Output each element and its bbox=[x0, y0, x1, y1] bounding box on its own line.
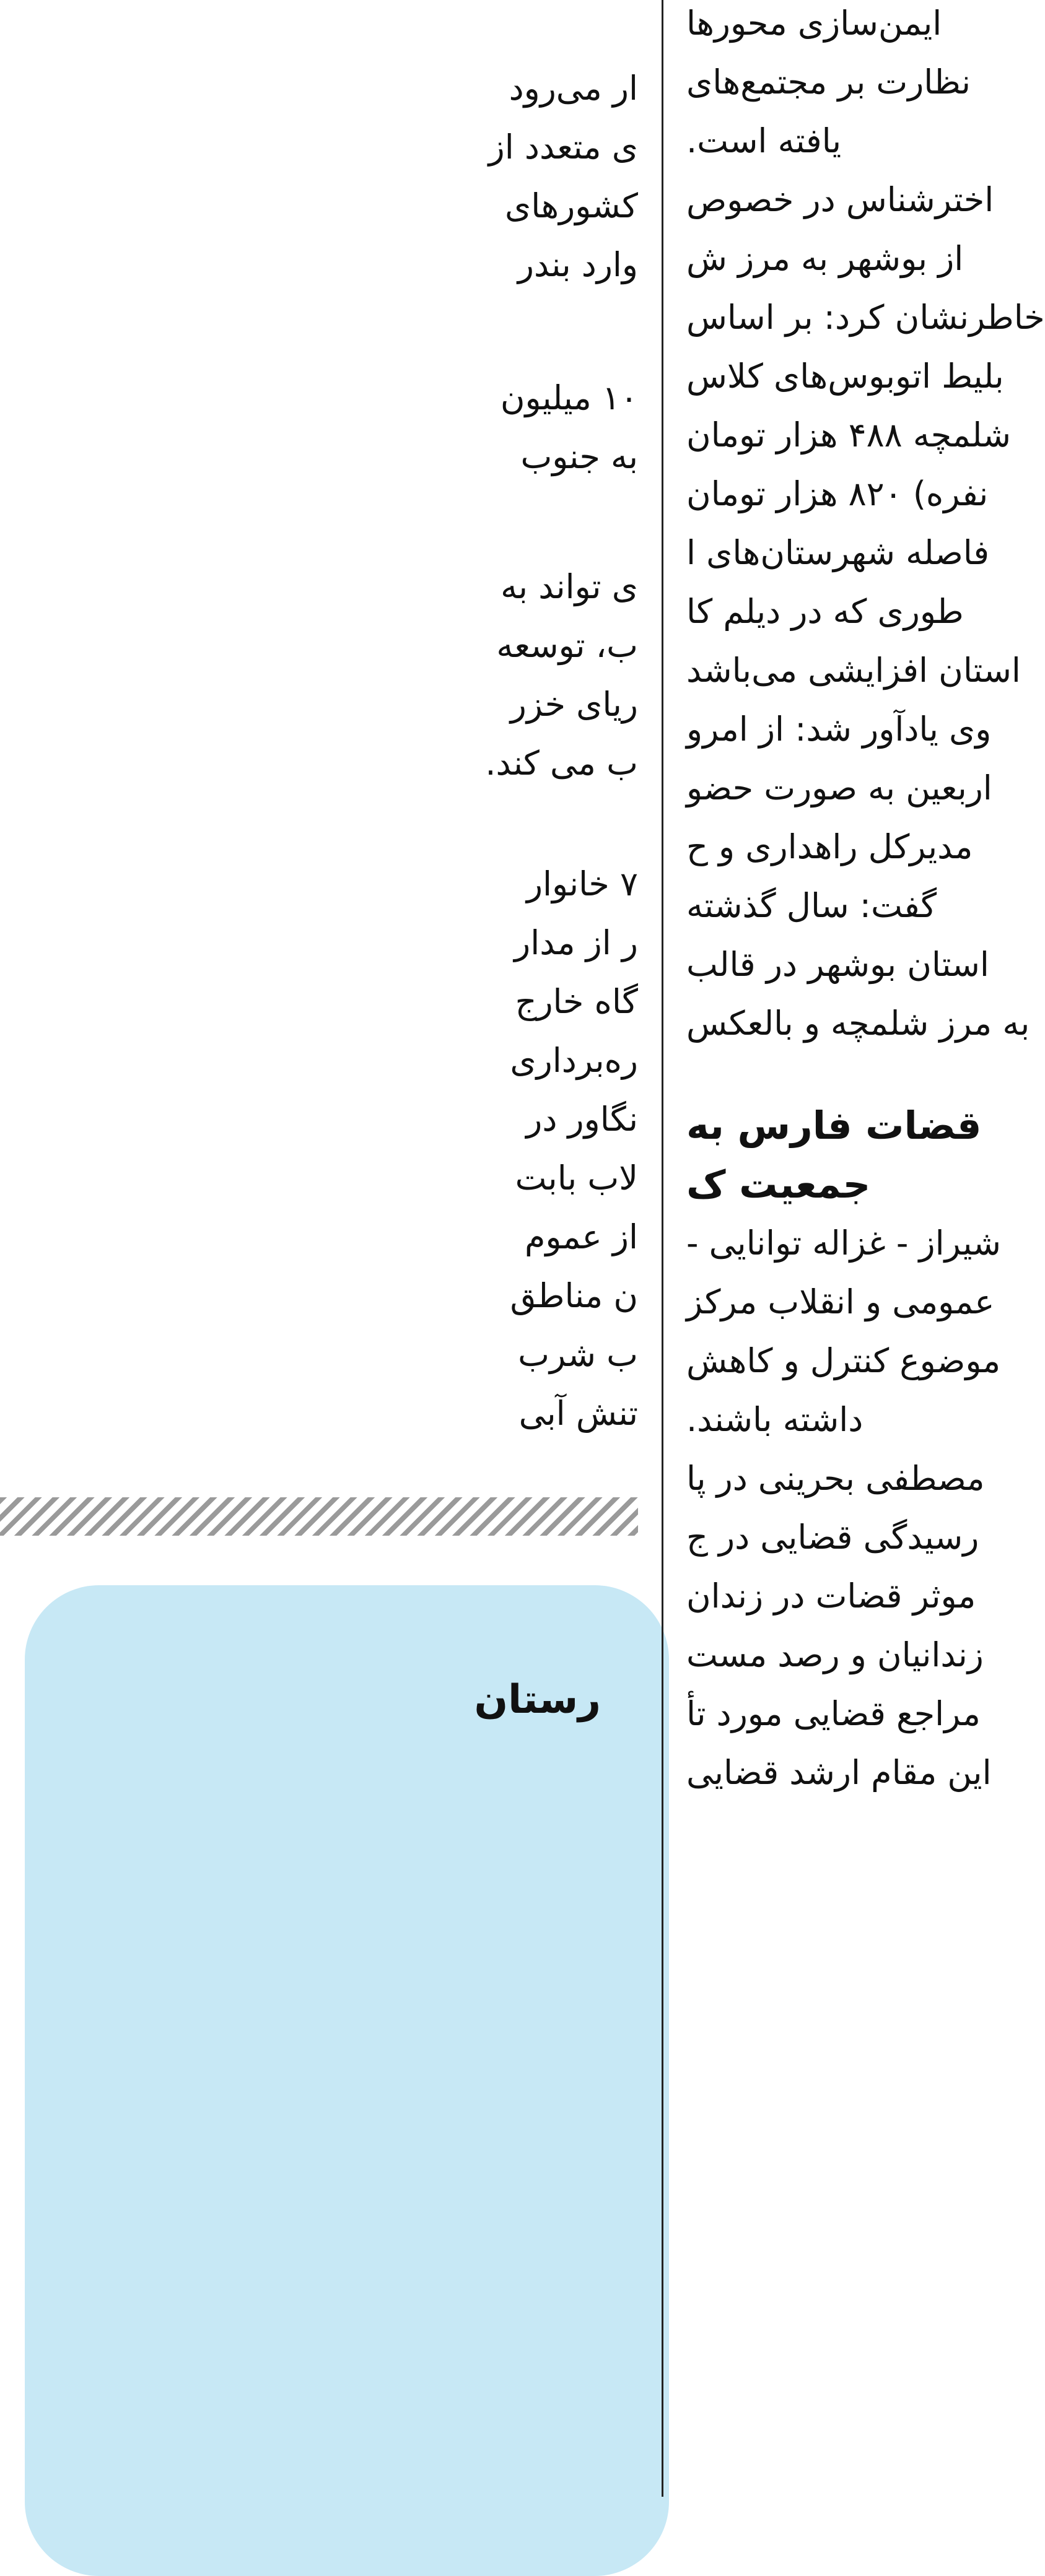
text-line: ب می کند. bbox=[485, 744, 638, 783]
text-line: موثر قضات در زندان bbox=[686, 1577, 976, 1616]
text-line: اربعین به صورت حضو bbox=[686, 768, 992, 807]
text-line: این مقام ارشد قضایی bbox=[686, 1753, 992, 1792]
text-line: لاب بابت bbox=[515, 1159, 638, 1198]
left-paragraph-3 bbox=[485, 557, 638, 793]
section-heading-line: قضات فارس به bbox=[686, 1103, 982, 1148]
text-line: ۱۰ میلیون bbox=[500, 378, 638, 417]
text-line: وارد بندر bbox=[517, 245, 638, 284]
text-line: داشته باشند. bbox=[686, 1400, 864, 1439]
left-paragraph-2 bbox=[501, 368, 638, 486]
text-line: ب شرب bbox=[518, 1335, 638, 1374]
text-line: نفره) ۸۲۰ هزار تومان bbox=[686, 474, 989, 513]
text-line: به مرز شلمچه و بالعکس bbox=[686, 1004, 1030, 1043]
text-line: مراجع قضایی مورد تأ bbox=[686, 1694, 981, 1733]
left-paragraph-4 bbox=[510, 855, 638, 1443]
article-column-right bbox=[686, 0, 1045, 2497]
text-line: وی یادآور شد: از امرو bbox=[686, 710, 992, 749]
section-heading-line: جمعیت ک bbox=[686, 1162, 871, 1207]
text-line: ر از مدار bbox=[514, 923, 638, 962]
text-line: گفت: سال گذشته bbox=[686, 886, 937, 925]
text-line: نگاور در bbox=[526, 1100, 638, 1139]
text-line: ار می‌رود bbox=[509, 69, 638, 108]
text-line: ب، توسعه bbox=[496, 626, 638, 665]
text-line: ن مناطق bbox=[510, 1276, 638, 1315]
text-line: گاه خارج bbox=[515, 982, 638, 1021]
text-line: استان بوشهر در قالب bbox=[686, 945, 989, 984]
text-line: شلمچه ۴۸۸ هزار تومان bbox=[686, 416, 1011, 455]
text-line: فاصله شهرستان‌های ا bbox=[686, 533, 990, 572]
text-line: کشورهای bbox=[504, 186, 638, 225]
text-line: ریای خزر bbox=[510, 685, 638, 724]
box-title: رستان bbox=[474, 1677, 601, 1723]
text-line: مصطفی بحرینی در پا bbox=[686, 1459, 985, 1498]
left-paragraph-1 bbox=[489, 59, 638, 294]
text-line: از بوشهر به مرز ش bbox=[686, 239, 964, 278]
column-divider bbox=[662, 0, 663, 2497]
text-line: بلیط اتوبوس‌های کلاس bbox=[686, 357, 1004, 396]
text-line: اخترشناس در خصوص bbox=[686, 180, 994, 219]
hatched-separator bbox=[0, 1497, 638, 1536]
text-line: ره‌برداری bbox=[510, 1041, 638, 1080]
text-line: طوری که در دیلم کا bbox=[686, 592, 964, 631]
text-line: ۷ خانوار bbox=[526, 864, 638, 903]
text-line: به جنوب bbox=[520, 437, 638, 476]
text-line: از عموم bbox=[524, 1217, 638, 1256]
text-line: ایمن‌سازی محورها bbox=[686, 4, 942, 43]
text-line: شیراز - غزاله توانایی - bbox=[686, 1224, 1001, 1263]
text-line: خاطرنشان کرد: بر اساس bbox=[686, 298, 1045, 337]
text-line: یافته است. bbox=[686, 121, 842, 160]
text-line: زندانیان و رصد مست bbox=[686, 1635, 984, 1674]
text-line: ی متعدد از bbox=[488, 128, 638, 167]
text-line: رسیدگی قضایی در ج bbox=[686, 1518, 979, 1557]
text-line: استان افزایشی می‌باشد bbox=[686, 651, 1021, 690]
text-line: موضوع کنترل و کاهش bbox=[686, 1341, 1001, 1380]
highlight-box bbox=[25, 1585, 669, 2576]
text-line: نظارت بر مجتمع‌های bbox=[686, 63, 971, 102]
text-line: تنش آبی bbox=[518, 1394, 638, 1433]
text-line: عمومی و انقلاب مرکز bbox=[686, 1282, 995, 1321]
text-line: مدیرکل راهداری و ح bbox=[686, 827, 973, 866]
text-line: ی تواند به bbox=[501, 567, 638, 606]
